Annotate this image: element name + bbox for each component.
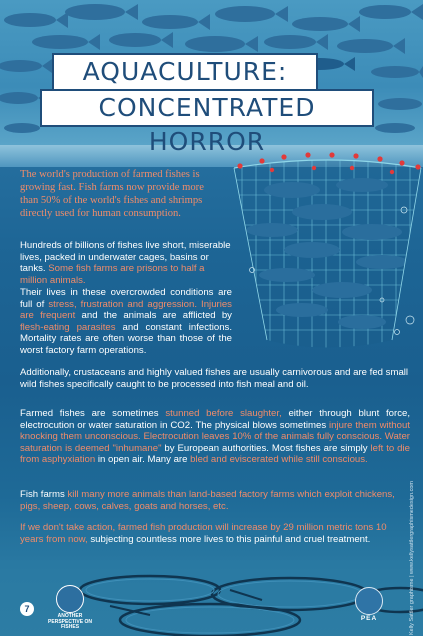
text-span: by European authorities. Most fishes are simply <box>161 442 371 454</box>
pea-logo <box>354 587 384 622</box>
fish-cage-illustration <box>232 150 423 355</box>
highlight-text: stress, frustration and aggression. Injuries are frequent <box>20 298 232 322</box>
logo-left-text: ANOTHER PERSPECTIVE ON FISHES <box>48 613 92 630</box>
highlight-text: injure them without knocking them unconscious. Electrocution leaves 10% of the animals fully conscious. Water saturation is deemed "inhumane" <box>20 419 410 454</box>
fish-logo-icon <box>56 585 84 613</box>
paragraph-comparison <box>20 489 410 512</box>
page-number: 7 <box>20 602 34 616</box>
highlight-text: stunned before slaughter, <box>165 408 282 419</box>
intro-paragraph: The world's production of farmed fishes is growing fast. Fish farms now provide more than 50% of the world's fishes and shrimps directly used for human consumption. <box>20 169 204 219</box>
highlight-text: If we don't take action, farmed fish production will increase by 29 million metric tons 10 years from now, <box>20 522 387 545</box>
paragraph-suffering <box>20 287 232 357</box>
pea-logo-icon <box>355 587 383 615</box>
text-span: and the animals are afflicted by <box>75 310 232 322</box>
highlight-text: flesh-eating parasites <box>20 321 116 333</box>
page-title-line1: AQUACULTURE: <box>52 53 318 91</box>
paragraph-call-to-action <box>20 522 410 545</box>
paragraph-feed: Additionally, crustaceans and highly valued fishes are usually carnivorous and are fed small wild fishes specifically caught to be processed into fish meal and oil. <box>20 367 409 390</box>
text-span: Farmed fishes are sometimes <box>20 408 166 419</box>
paragraph-conditions <box>20 240 232 286</box>
page-title-line2: CONCENTRATED HORROR <box>40 89 374 127</box>
text-span: in open air. Many are <box>95 454 191 466</box>
highlight-text: kill many more animals than land-based factory farms which exploit chickens, pigs, sheep, cows, calves, goats and horses, etc. <box>20 489 395 512</box>
text-span: Hundreds of billions of fishes live short, miserable lives, packed in underwater cages, basins or tanks. <box>20 240 231 275</box>
another-perspective-logo <box>48 585 92 631</box>
paragraph-slaughter <box>20 408 410 466</box>
logo-right-text: PEA <box>360 615 378 622</box>
highlight-text: bled and eviscerated while still conscious. <box>190 454 368 466</box>
highlight-text: left to die from asphyxiation <box>20 442 410 466</box>
text-span: subjecting countless more lives to this painful and cruel treatment. <box>87 533 371 545</box>
text-span: Their lives in these overcrowded conditions are full of <box>20 287 232 310</box>
text-span: and constant infections. Mortality rates are often worse than those of the worst factory farm operations. <box>20 321 232 356</box>
text-span: Fish farms <box>20 489 68 500</box>
designer-credit: Kelly Sattler graphisme | www.kellysattlergraphismedesign.com <box>409 481 415 635</box>
highlight-text: Some fish farms are prisons to half a million animals. <box>20 263 205 286</box>
text-span: either through blunt force, electrocution or water saturation in CO2. The physical blows sometimes <box>20 408 411 431</box>
